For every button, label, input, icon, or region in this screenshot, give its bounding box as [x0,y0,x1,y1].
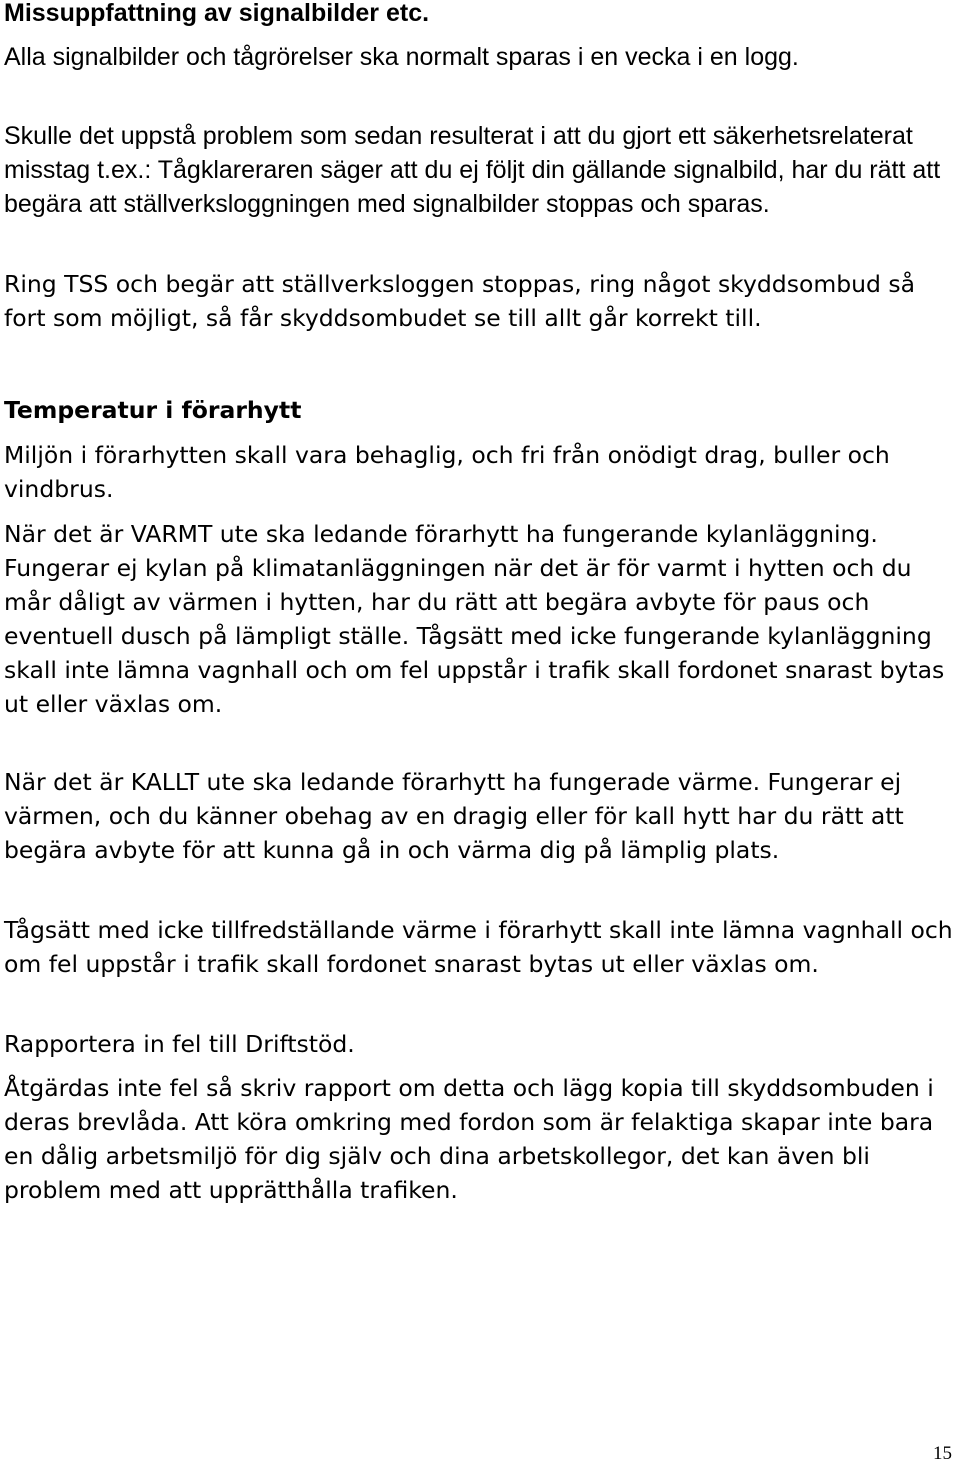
paragraph-safety-incident: Skulle det uppstå problem som sedan resulterat i att du gjort ett säkerhetsrelaterat misstag t.ex.: Tågklareraren säger att du ej följt din gällande signalbild, har du rätt att begära att ställverksloggningen med signalbilder stoppas och sparas. [4,122,941,218]
paragraph-warm-weather: När det är VARMT ute ska ledande förarhytt ha fungerande kylanläggning. Fungerar ej kylan på klimatanläggningen när det är för varmt i hytten och du mår dåligt av värmen i hytten, har du rätt att begära avbyte för paus och eventuell dusch på lämpligt ställe. Tågsätt med icke fungerande kylanläggning skall inte lämna vagnhall och om fel uppstår i trafik skall fordonet snarast bytas ut eller växlas om. [4,520,945,718]
paragraph-unresolved-fault: Åtgärdas inte fel så skriv rapport om detta och lägg kopia till skyddsombuden i deras brevlåda. Att köra omkring med fordon som är felaktiga skapar inte bara en dålig arbetsmiljö för dig själv och dina arbetskollegor, det kan även bli problem med att upprätthålla trafiken. [4,1074,934,1204]
paragraph-call-tss: Ring TSS och begär att ställverksloggen stoppas, ring något skyddsombud så fort som möjligt, så får skyddsombudet se till allt går korrekt till. [4,270,916,332]
section-heading-temperature: Temperatur i förarhytt [4,396,302,424]
paragraph-report-fault: Rapportera in fel till Driftstöd. [4,1030,355,1058]
paragraph-log-retention: Alla signalbilder och tågrörelser ska normalt sparas i en vecka i en logg. [4,43,799,71]
section-heading-signal: Missuppfattning av signalbilder etc. [4,0,430,27]
page-number: 15 [933,1443,952,1464]
paragraph-cold-weather: När det är KALLT ute ska ledande förarhytt ha fungerade värme. Fungerar ej värmen, och du känner obehag av en dragig eller för kall hytt har du rätt att begära avbyte för att kunna gå in och värma dig på lämplig plats. [4,768,904,864]
paragraph-cab-environment: Miljön i förarhytten skall vara behaglig, och fri från onödigt drag, buller och vindbrus. [4,441,890,503]
paragraph-insufficient-heat: Tågsätt med icke tillfredställande värme i förarhytt skall inte lämna vagnhall och om fel uppstår i trafik skall fordonet snarast bytas ut eller växlas om. [4,916,953,978]
